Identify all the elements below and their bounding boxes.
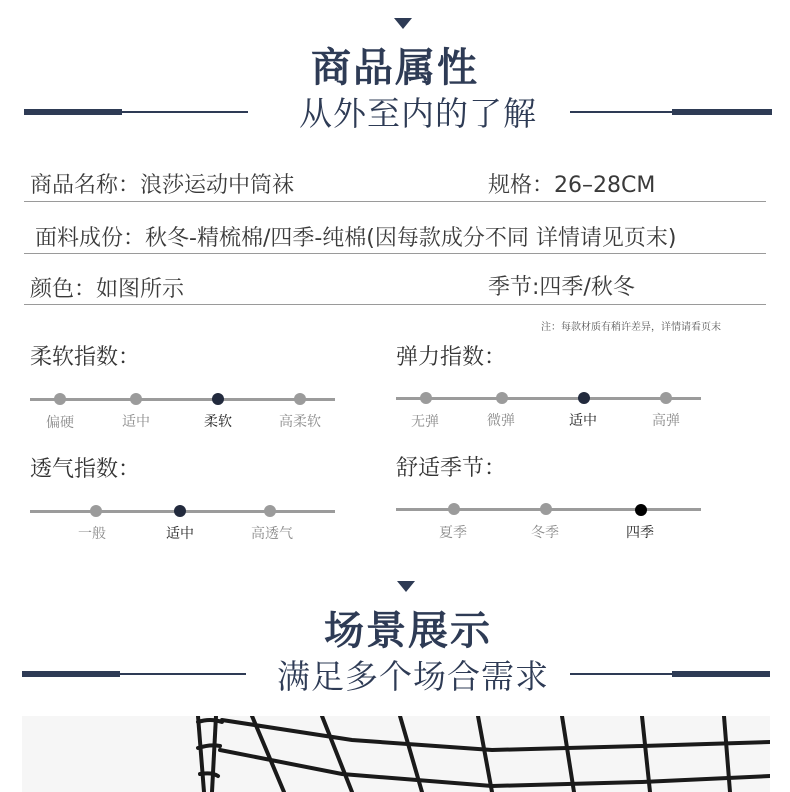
breathability-option: 一般 <box>78 526 106 542</box>
softness-label: 柔软指数： <box>30 345 141 370</box>
softness-option-selected: 柔软 <box>204 414 232 430</box>
material-note: 注：每款材质有稍许差异，详情请看页末 <box>541 322 721 333</box>
comfort-season-dot <box>448 503 460 515</box>
section2-subtitle: 满足多个场合需求 <box>277 657 549 696</box>
comfort-season-option: 夏季 <box>439 525 467 541</box>
elasticity-option: 微弹 <box>487 413 515 429</box>
comfort-season-dot <box>540 503 552 515</box>
row-divider <box>24 304 766 305</box>
section1-right-rule <box>570 111 672 113</box>
section1-right-rule-thick <box>672 109 772 115</box>
section1-title: 商品属性 <box>311 45 479 91</box>
section1-left-rule <box>122 111 248 113</box>
softness-option: 适中 <box>122 414 150 430</box>
softness-option: 偏硬 <box>46 415 74 431</box>
softness-track <box>30 398 335 401</box>
section2-left-rule-thick <box>22 671 120 677</box>
section2-title: 场景展示 <box>324 608 492 654</box>
elasticity-option: 无弹 <box>411 414 439 430</box>
section1-triangle-icon <box>394 18 412 29</box>
softness-dot <box>54 393 66 405</box>
product-name: 商品名称：浪莎运动中筒袜 <box>30 173 295 198</box>
comfort-season-option: 冬季 <box>531 525 559 541</box>
breathability-option: 高透气 <box>251 526 293 542</box>
row-divider <box>24 253 766 254</box>
section2-right-rule <box>570 673 672 675</box>
section2-right-rule-thick <box>672 671 770 677</box>
wire-basket-image <box>22 716 770 792</box>
breathability-dot-selected <box>174 505 186 517</box>
softness-dot-selected <box>212 393 224 405</box>
elasticity-dot <box>420 392 432 404</box>
product-color: 颜色：如图所示 <box>30 277 185 302</box>
section1-subtitle: 从外至内的了解 <box>299 94 537 133</box>
breathability-label: 透气指数： <box>30 457 141 482</box>
elasticity-option-selected: 适中 <box>569 413 597 429</box>
softness-option: 高柔软 <box>279 414 321 430</box>
softness-dot <box>294 393 306 405</box>
comfort-season-dot-selected <box>635 504 647 516</box>
comfort-season-option-selected: 四季 <box>626 525 654 541</box>
elasticity-option: 高弹 <box>652 413 680 429</box>
scene-photo <box>22 716 770 792</box>
comfort-season-label: 舒适季节： <box>396 456 507 481</box>
row-divider <box>24 201 766 202</box>
elasticity-track <box>396 397 701 400</box>
product-season: 季节:四季/秋冬 <box>488 275 635 300</box>
elasticity-label: 弹力指数： <box>396 345 507 370</box>
section1-left-rule-thick <box>24 109 122 115</box>
elasticity-dot-selected <box>578 392 590 404</box>
product-material: 面料成份：秋冬-精梳棉/四季-纯棉(因每款成分不同 详情请见页末) <box>35 226 677 251</box>
product-spec: 规格：26–28CM <box>488 173 656 198</box>
section2-left-rule <box>120 673 246 675</box>
breathability-option-selected: 适中 <box>166 526 194 542</box>
section2-triangle-icon <box>397 581 415 592</box>
breathability-dot <box>264 505 276 517</box>
breathability-dot <box>90 505 102 517</box>
softness-dot <box>130 393 142 405</box>
elasticity-dot <box>660 392 672 404</box>
elasticity-dot <box>496 392 508 404</box>
